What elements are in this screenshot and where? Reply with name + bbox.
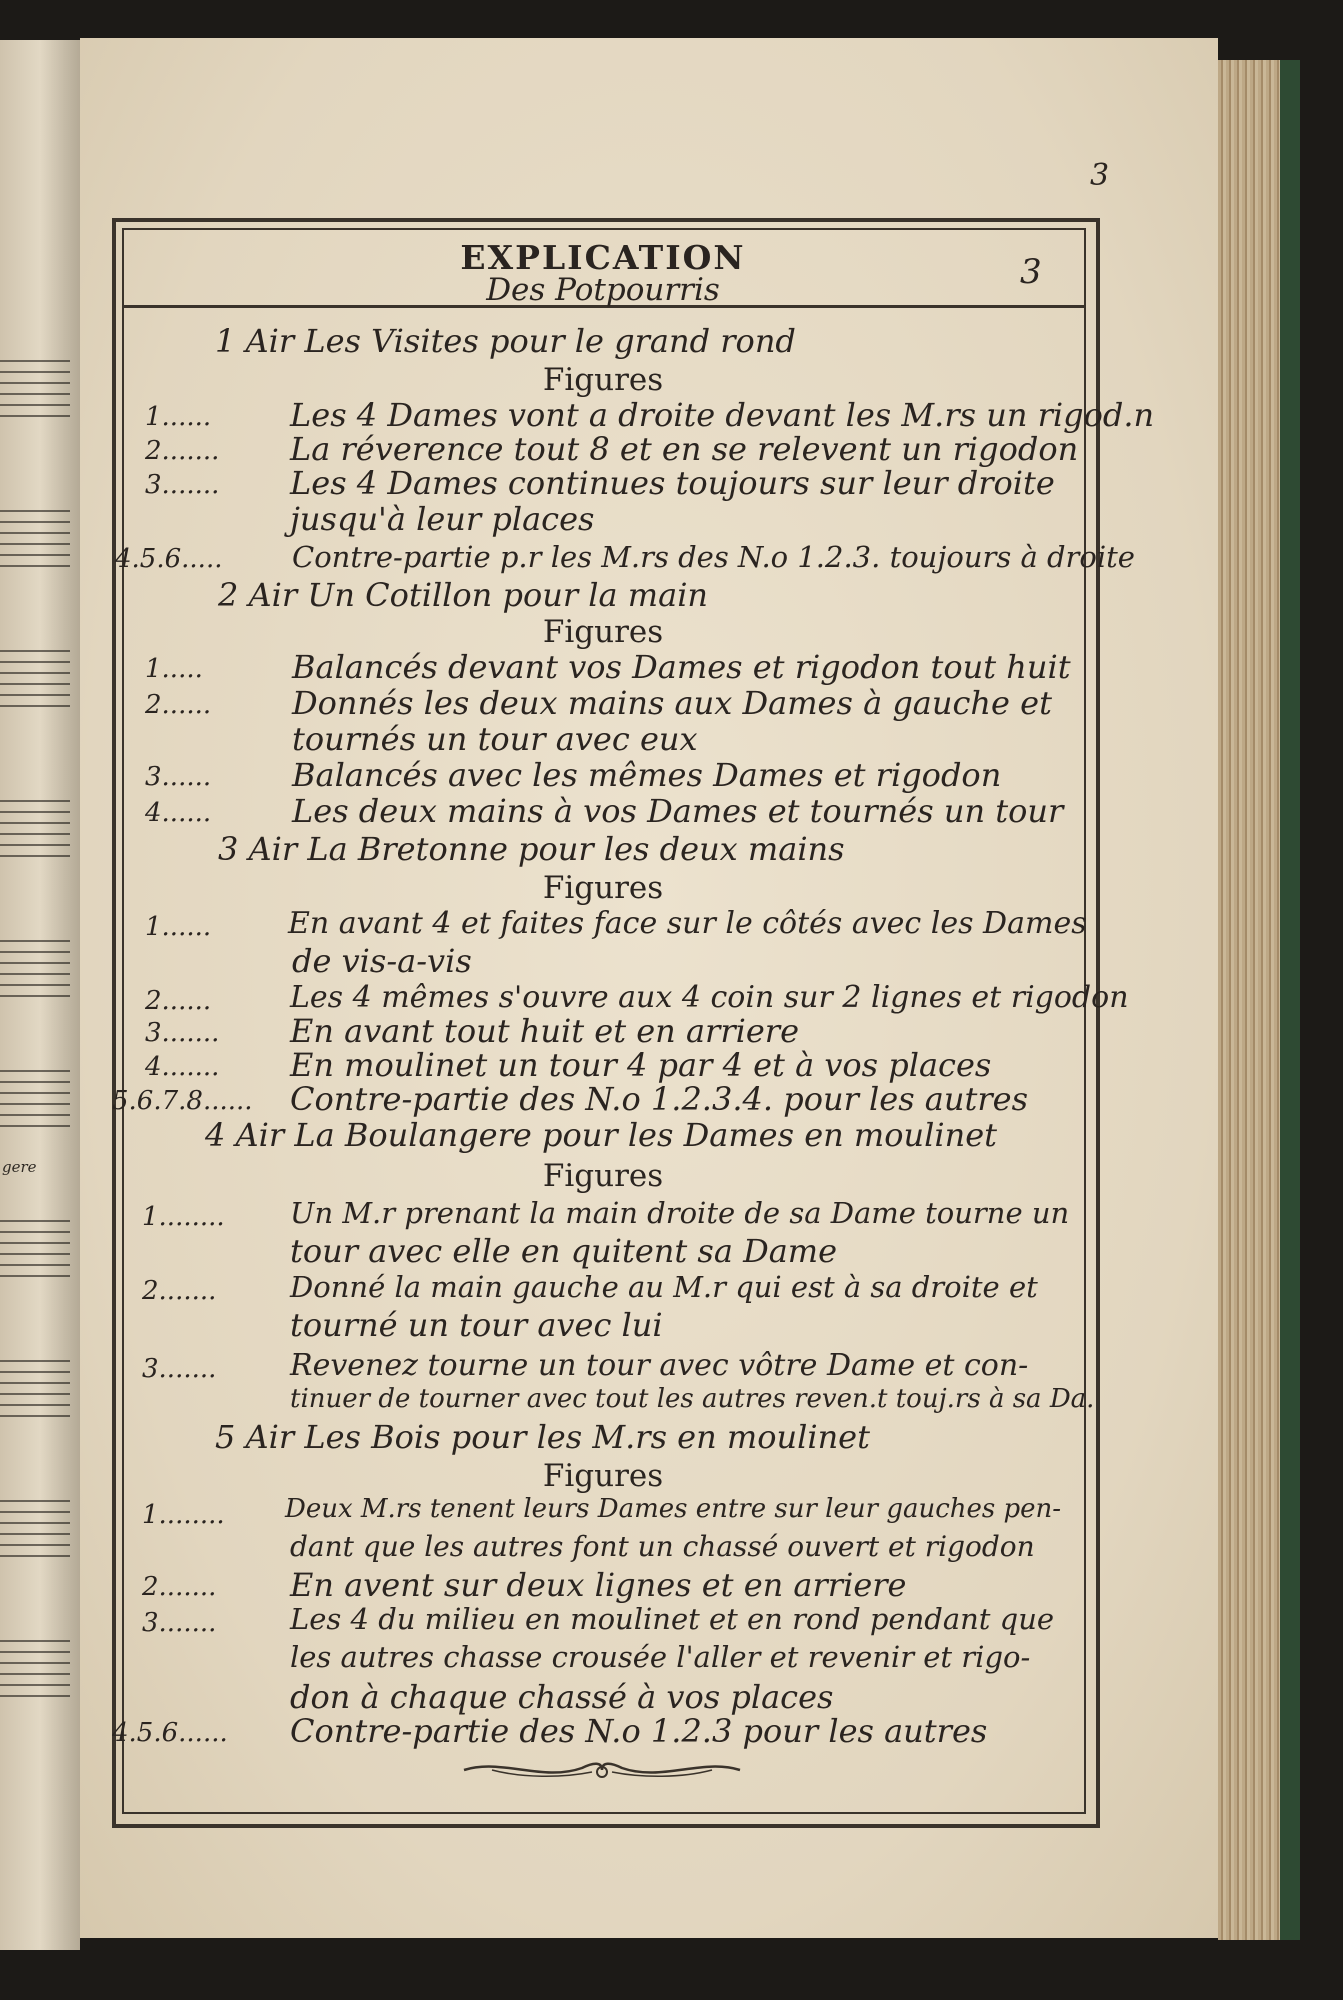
- air-heading: 1 Air Les Visites pour le grand rond: [215, 322, 796, 360]
- figure-number: 4.......: [145, 1052, 220, 1082]
- page-subtitle: Des Potpourris: [486, 272, 720, 308]
- frame-page-number: 3: [1020, 252, 1042, 292]
- figure-text: Donné la main gauche au M.r qui est à sa droite et: [290, 1270, 1038, 1304]
- air-heading: 2 Air Un Cotillon pour la main: [218, 576, 709, 614]
- figure-text: tournés un tour avec eux: [292, 720, 698, 758]
- figures-label: Figures: [542, 870, 664, 906]
- figure-text: Les 4 Dames continues toujours sur leur droite: [290, 464, 1055, 502]
- figure-text: Les 4 du milieu en moulinet et en rond pendant que: [290, 1602, 1055, 1636]
- page-number: 3: [1090, 158, 1110, 193]
- figure-number: 2......: [145, 986, 212, 1016]
- figure-text: En moulinet un tour 4 par 4 et à vos places: [290, 1046, 992, 1084]
- figure-text: Les 4 Dames vont a droite devant les M.rs un rigod.n: [290, 396, 1155, 434]
- figure-text: Balancés avec les mêmes Dames et rigodon: [292, 756, 1002, 794]
- figure-number: 3.......: [145, 470, 220, 500]
- figure-text: tourné un tour avec lui: [290, 1306, 663, 1344]
- figure-text: La réverence tout 8 et en se relevent un rigodon: [290, 430, 1079, 468]
- book-gutter: [40, 40, 80, 1950]
- figure-text: de vis-a-vis: [292, 942, 472, 980]
- figure-number: 2.......: [142, 1276, 217, 1306]
- figure-text: Contre-partie des N.o 1.2.3 pour les autres: [290, 1712, 988, 1750]
- air-heading: 3 Air La Bretonne pour les deux mains: [218, 830, 845, 868]
- figure-number: 1......: [145, 402, 212, 432]
- figure-text: Balancés devant vos Dames et rigodon tout huit: [292, 648, 1071, 686]
- figure-number: 3......: [145, 762, 212, 792]
- air-heading: 4 Air La Boulangere pour les Dames en moulinet: [205, 1116, 997, 1154]
- left-page-fragment: gere: [2, 1158, 37, 1176]
- figure-number: 4.5.6.....: [115, 544, 223, 574]
- figures-label: Figures: [542, 1458, 664, 1494]
- figure-text: les autres chasse crousée l'aller et revenir et rigo-: [290, 1640, 1031, 1674]
- figure-text: Un M.r prenant la main droite de sa Dame tourne un: [290, 1196, 1070, 1230]
- figure-text: Contre-partie p.r les M.rs des N.o 1.2.3. toujours à droite: [292, 540, 1135, 574]
- book-cover: [1280, 60, 1300, 1940]
- figure-number: 2......: [145, 690, 212, 720]
- figure-text: Les deux mains à vos Dames et tournés un tour: [292, 792, 1064, 830]
- figure-number: 3.......: [145, 1018, 220, 1048]
- figure-number: 3.......: [142, 1608, 217, 1638]
- page-title: EXPLICATION: [460, 238, 746, 277]
- figure-text: Deux M.rs tenent leurs Dames entre sur leur gauches pen-: [285, 1494, 1062, 1524]
- figures-label: Figures: [542, 1158, 664, 1194]
- figure-text: dant que les autres font un chassé ouvert et rigodon: [290, 1530, 1035, 1563]
- figure-text: Les 4 mêmes s'ouvre aux 4 coin sur 2 lignes et rigodon: [290, 980, 1129, 1015]
- ornament-flourish: [462, 1756, 742, 1784]
- figures-label: Figures: [542, 614, 664, 650]
- figure-number: 3.......: [142, 1354, 217, 1384]
- figure-text: Revenez tourne un tour avec vôtre Dame et con-: [290, 1348, 1029, 1383]
- figure-number: 1.....: [145, 654, 203, 684]
- figure-number: 1........: [142, 1500, 225, 1530]
- figure-number: 1........: [142, 1202, 225, 1232]
- figure-text: En avent sur deux lignes et en arriere: [290, 1566, 907, 1604]
- figure-text: tour avec elle en quitent sa Dame: [290, 1232, 838, 1270]
- figure-text: En avant tout huit et en arriere: [290, 1012, 800, 1050]
- figure-number: 2.......: [145, 436, 220, 466]
- figure-number: 5.6.7.8......: [112, 1086, 253, 1116]
- figure-text: jusqu'à leur places: [290, 500, 595, 538]
- air-heading: 5 Air Les Bois pour les M.rs en moulinet: [215, 1418, 870, 1456]
- figure-number: 2.......: [142, 1572, 217, 1602]
- figure-text: Donnés les deux mains aux Dames à gauche et: [292, 684, 1052, 722]
- figure-number: 4.5.6......: [112, 1718, 228, 1748]
- figure-number: 4......: [145, 798, 212, 828]
- figures-label: Figures: [542, 362, 664, 398]
- figure-number: 1......: [145, 912, 212, 942]
- figure-text: En avant 4 et faites face sur le côtés avec les Dames: [288, 906, 1087, 941]
- figure-text: don à chaque chassé à vos places: [290, 1678, 834, 1716]
- figure-text: tinuer de tourner avec tout les autres reven.t touj.rs à sa Da.: [290, 1384, 1095, 1414]
- figure-text: Contre-partie des N.o 1.2.3.4. pour les autres: [290, 1080, 1028, 1118]
